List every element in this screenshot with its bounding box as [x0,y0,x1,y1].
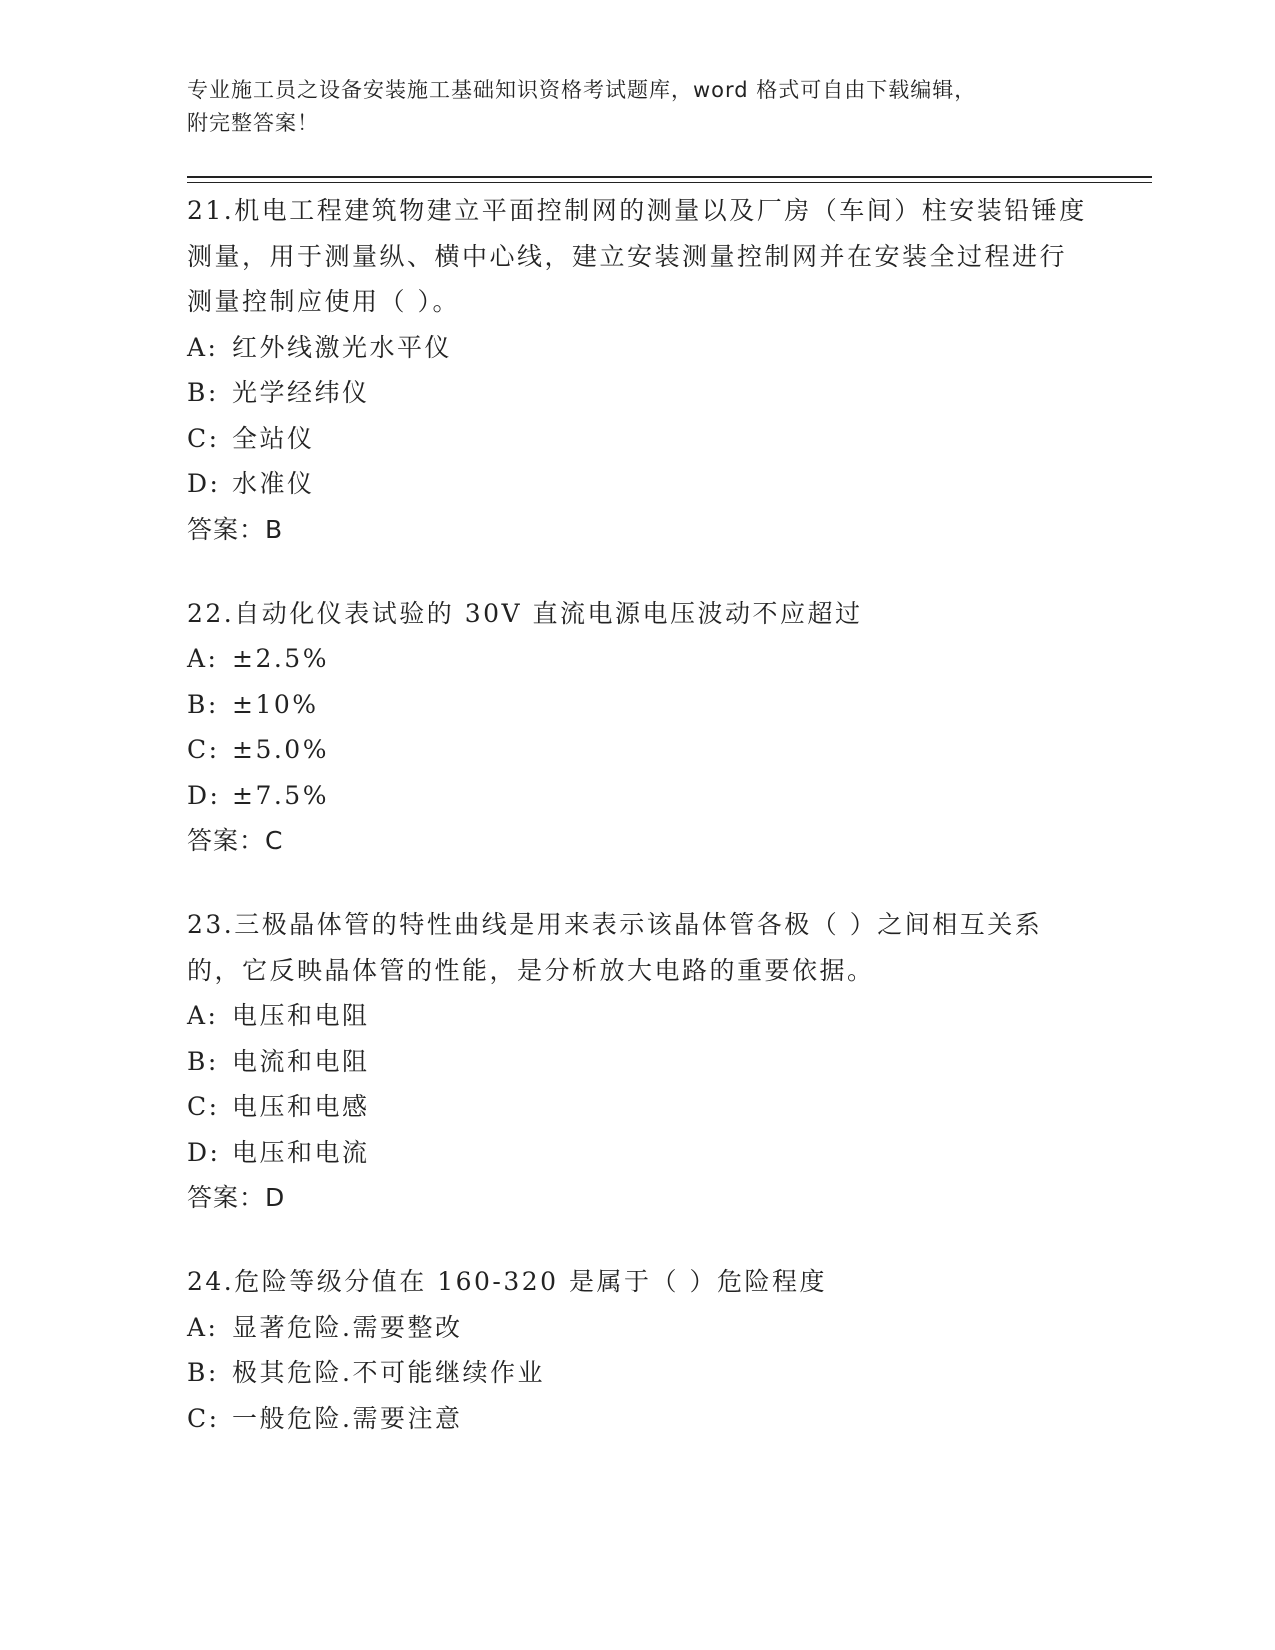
option-letter: D: [187,780,221,810]
question-24 [187,1259,1087,1441]
header-line-1: 专业施工员之设备安装施工基础知识资格考试题库，word 格式可自由下载编辑， [187,78,977,102]
option-c [187,727,1087,773]
header-line-2: 附完整答案！ [187,111,319,135]
option-a [187,636,1087,682]
option-text: 显著危险.需要整改 [232,1312,463,1342]
answer-line: 答案：C [187,826,284,855]
option-c [187,416,1087,462]
option-d [187,773,1087,819]
option-letter: A: [187,1001,219,1030]
answer-line: 答案：B [187,514,284,544]
option-text: 电压和电流 [232,1137,370,1167]
option-text: 全站仪 [232,423,315,453]
option-text: 电流和电阻 [232,1046,370,1076]
option-c [187,1396,1087,1442]
option-a [187,993,1087,1039]
option-letter: D: [187,469,221,498]
option-letter: A: [187,332,219,362]
option-letter: D: [187,1137,221,1167]
question-stem: 23.三极晶体管的特性曲线是用来表示该晶体管各极（ ）之间相互关系的，它反映晶体管的性能，是分析放大电路的重要依据。 [187,910,1043,985]
answer-line: 答案：D [187,1183,286,1212]
option-text: 电压和电阻 [232,1001,370,1030]
option-letter: A: [187,1312,219,1342]
option-text: ±5.0% [232,735,329,764]
option-text: ±2.5% [232,644,329,673]
option-d [187,1130,1087,1176]
header-rule-thick [187,176,1152,178]
option-a [187,1305,1087,1351]
option-text: ±7.5% [232,780,329,810]
option-letter: B: [187,1358,219,1387]
question-23 [187,902,1087,1221]
option-c [187,1084,1087,1130]
option-letter: C: [187,1403,220,1433]
option-text: 红外线激光水平仪 [232,332,453,362]
option-text: 极其危险.不可能继续作业 [232,1358,545,1387]
option-letter: B: [187,1046,219,1076]
header-rule-thin [187,182,1152,183]
option-b [187,1039,1087,1085]
option-letter: C: [187,423,220,453]
option-letter: C: [187,735,220,764]
question-stem: 21.机电工程建筑物建立平面控制网的测量以及厂房（车间）柱安装铅锤度测量，用于测量纵、横中心线，建立安装测量控制网并在安装全过程进行测量控制应使用（ ）。 [187,196,1087,316]
option-b [187,1350,1087,1396]
option-b [187,370,1087,416]
option-letter: B: [187,689,219,719]
question-21 [187,188,1087,553]
option-text: 光学经纬仪 [232,378,370,407]
option-a [187,325,1087,371]
option-letter: C: [187,1092,220,1121]
question-stem: 24.危险等级分值在 160-320 是属于（ ）危险程度 [187,1267,827,1296]
option-letter: B: [187,378,219,407]
option-text: 水准仪 [232,469,315,498]
question-list [187,188,1087,1479]
option-text: ±10% [232,689,319,719]
option-d [187,461,1087,507]
option-letter: A: [187,644,219,673]
option-text: 一般危险.需要注意 [232,1403,463,1433]
option-text: 电压和电感 [232,1092,370,1121]
question-22 [187,591,1087,865]
option-b [187,682,1087,728]
document-header [187,74,1087,140]
question-stem: 22.自动化仪表试验的 30V 直流电源电压波动不应超过 [187,598,863,628]
